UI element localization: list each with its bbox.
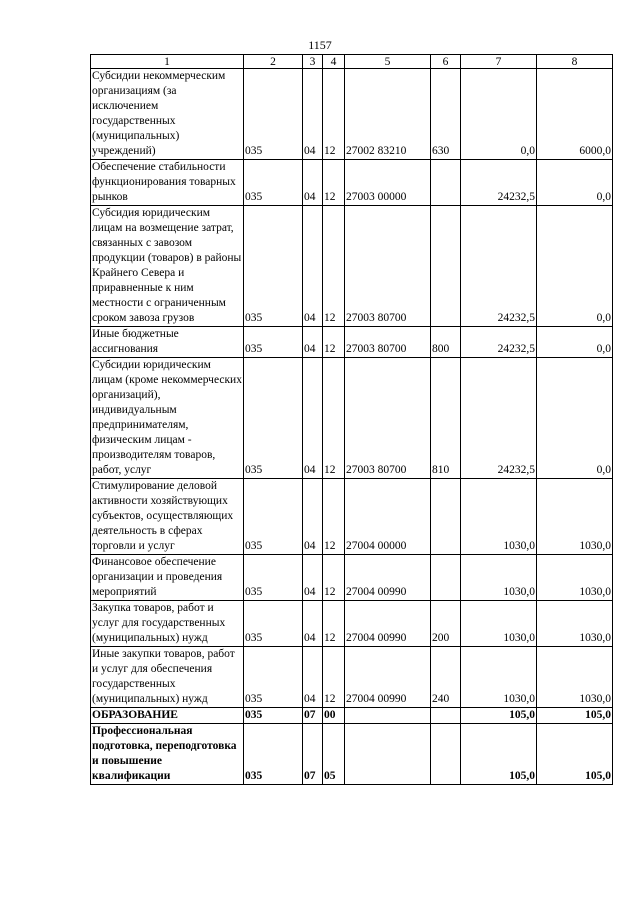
subsection-code: 12 [323,647,345,708]
expense-type-code: 240 [431,647,461,708]
amount-col8: 0,0 [537,327,613,358]
department-code: 035 [244,69,303,160]
expense-type-code [431,479,461,555]
row-name: Обеспечение стабильности функционирования товарных рынков [91,160,244,206]
table-row [91,708,613,724]
subsection-code: 12 [323,555,345,601]
row-name: Закупка товаров, работ и услуг для государственных (муниципальных) нужд [91,601,244,647]
header-row [91,55,613,69]
table-row [91,555,613,601]
amount-col8: 0,0 [537,160,613,206]
department-code: 035 [244,206,303,327]
subsection-code: 12 [323,601,345,647]
section-code: 04 [303,647,323,708]
amount-col7: 1030,0 [461,479,537,555]
table-row [91,160,613,206]
table-row [91,724,613,785]
row-name: Субсидия юридическим лицам на возмещение затрат, связанных с завозом продукции (товаров) в районы Крайнего Севера и приравненные к ним местности с ограниченным сроком завоза грузов [91,206,244,327]
department-code: 035 [244,160,303,206]
column-header: 2 [244,55,303,69]
amount-col8: 0,0 [537,206,613,327]
target-article-code: 27003 80700 [345,358,431,479]
amount-col7: 105,0 [461,708,537,724]
amount-col7: 24232,5 [461,358,537,479]
amount-col7: 105,0 [461,724,537,785]
row-name: Стимулирование деловой активности хозяйствующих субъектов, осуществляющих деятельность в сферах торговли и услуг [91,479,244,555]
expense-type-code: 800 [431,327,461,358]
amount-col7: 24232,5 [461,160,537,206]
amount-col8: 105,0 [537,708,613,724]
expense-type-code [431,206,461,327]
amount-col7: 1030,0 [461,647,537,708]
amount-col7: 24232,5 [461,327,537,358]
section-code: 04 [303,601,323,647]
department-code: 035 [244,647,303,708]
target-article-code: 27003 80700 [345,327,431,358]
column-header: 5 [345,55,431,69]
row-name: Иные бюджетные ассигнования [91,327,244,358]
amount-col7: 1030,0 [461,555,537,601]
table-row [91,206,613,327]
expense-type-code [431,724,461,785]
section-code: 04 [303,206,323,327]
amount-col7: 24232,5 [461,206,537,327]
column-header: 6 [431,55,461,69]
section-code: 04 [303,69,323,160]
section-code: 04 [303,327,323,358]
subsection-code: 12 [323,479,345,555]
column-header: 8 [537,55,613,69]
table-row [91,327,613,358]
amount-col8: 1030,0 [537,479,613,555]
department-code: 035 [244,555,303,601]
page-number: 1157 [308,38,332,52]
department-code: 035 [244,479,303,555]
table-row [91,647,613,708]
target-article-code: 27004 00000 [345,479,431,555]
department-code: 035 [244,708,303,724]
row-name: Иные закупки товаров, работ и услуг для обеспечения государственных (муниципальных) нужд [91,647,244,708]
section-code: 07 [303,724,323,785]
amount-col8: 1030,0 [537,601,613,647]
table-row [91,358,613,479]
target-article-code: 27003 00000 [345,160,431,206]
section-code: 04 [303,160,323,206]
subsection-code: 12 [323,160,345,206]
row-name: Финансовое обеспечение организации и проведения мероприятий [91,555,244,601]
column-header: 1 [91,55,244,69]
expense-type-code [431,708,461,724]
amount-col7: 0,0 [461,69,537,160]
target-article-code: 27003 80700 [345,206,431,327]
amount-col8: 1030,0 [537,647,613,708]
expense-type-code: 810 [431,358,461,479]
target-article-code: 27002 83210 [345,69,431,160]
column-header: 4 [323,55,345,69]
subsection-code: 12 [323,206,345,327]
amount-col7: 1030,0 [461,601,537,647]
subsection-code: 12 [323,327,345,358]
section-code: 07 [303,708,323,724]
target-article-code [345,708,431,724]
expense-type-code: 200 [431,601,461,647]
subsection-code: 05 [323,724,345,785]
expense-type-code: 630 [431,69,461,160]
amount-col8: 0,0 [537,358,613,479]
amount-col8: 1030,0 [537,555,613,601]
budget-table [90,54,613,785]
target-article-code: 27004 00990 [345,601,431,647]
table-row [91,69,613,160]
row-name: Профессиональная подготовка, переподготовка и повышение квалификации [91,724,244,785]
amount-col8: 105,0 [537,724,613,785]
department-code: 035 [244,601,303,647]
department-code: 035 [244,724,303,785]
column-header: 7 [461,55,537,69]
row-name: Субсидии юридическим лицам (кроме некоммерческих организаций), индивидуальным предпринимателям, физическим лицам - производителям товаров, работ, услуг [91,358,244,479]
subsection-code: 00 [323,708,345,724]
subsection-code: 12 [323,358,345,479]
section-code: 04 [303,555,323,601]
target-article-code: 27004 00990 [345,555,431,601]
expense-type-code [431,160,461,206]
column-header: 3 [303,55,323,69]
row-name: Субсидии некоммерческим организациям (за исключением государственных (муниципальных) учреждений) [91,69,244,160]
table-row [91,479,613,555]
row-name: ОБРАЗОВАНИЕ [91,708,244,724]
section-code: 04 [303,358,323,479]
target-article-code: 27004 00990 [345,647,431,708]
amount-col8: 6000,0 [537,69,613,160]
target-article-code [345,724,431,785]
section-code: 04 [303,479,323,555]
department-code: 035 [244,327,303,358]
department-code: 035 [244,358,303,479]
expense-type-code [431,555,461,601]
table-row [91,601,613,647]
subsection-code: 12 [323,69,345,160]
